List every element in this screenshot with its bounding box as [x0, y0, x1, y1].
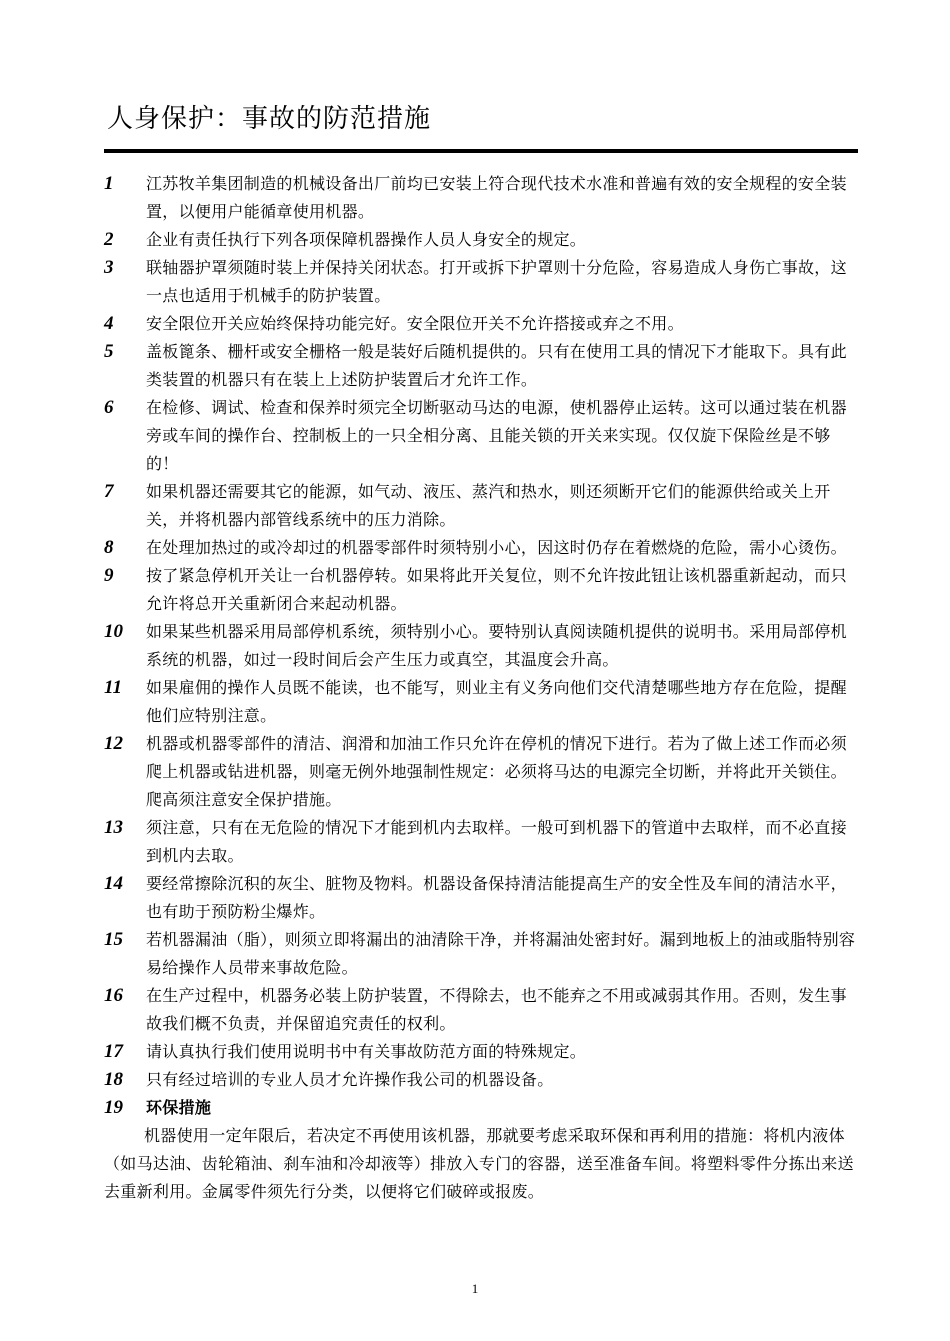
item-text: 在检修、调试、检查和保养时须完全切断驱动马达的电源，使机器停止运转。这可以通过装在机器旁或车间的操作台、控制板上的一只全相分离、且能关锁的开关来实现。仅仅旋下保险丝是不够的！ [146, 398, 847, 473]
item-text: 如果某些机器采用局部停机系统，须特别小心。要特别认真阅读随机提供的说明书。采用局部停机系统的机器，如过一段时间后会产生压力或真空，其温度会升高。 [146, 622, 847, 669]
list-item [104, 226, 860, 254]
item-text: 按了紧急停机开关让一台机器停转。如果将此开关复位，则不允许按此钮让该机器重新起动，而只允许将总开关重新闭合来起动机器。 [146, 566, 847, 613]
item-text: 如果机器还需要其它的能源，如气动、液压、蒸汽和热水，则还须断开它们的能源供给或关上开关，并将机器内部管线系统中的压力消除。 [146, 482, 831, 529]
list-item [104, 338, 860, 394]
item-number: 5 [104, 341, 114, 362]
item-number: 4 [104, 313, 114, 334]
item-text: 如果雇佣的操作人员既不能读，也不能写，则业主有义务向他们交代清楚哪些地方存在危险，提醒他们应特别注意。 [146, 678, 847, 725]
list-item [104, 562, 860, 618]
section-heading: 环保措施 [146, 1098, 212, 1117]
safety-rules-list [0, 170, 950, 1206]
item-number: 3 [104, 257, 114, 278]
item-number: 6 [104, 397, 114, 418]
item-text: 联轴器护罩须随时装上并保持关闭状态。打开或拆下护罩则十分危险，容易造成人身伤亡事故，这一点也适用于机械手的防护装置。 [146, 258, 847, 305]
list-item [104, 730, 860, 814]
item-text: 在生产过程中，机器务必装上防护装置，不得除去，也不能弃之不用或减弱其作用。否则，发生事故我们概不负责，并保留追究责任的权利。 [146, 986, 847, 1033]
environment-paragraph: 机器使用一定年限后，若决定不再使用该机器，那就要考虑采取环保和再利用的措施：将机内液体（如马达油、齿轮箱油、刹车油和冷却液等）排放入专门的容器，送至准备车间。将塑料零件分拣出来送去重新利用。金属零件须先行分类，以便将它们破碎或报废。 [104, 1126, 854, 1201]
title-divider [104, 149, 858, 153]
item-text: 机器或机器零部件的清洁、润滑和加油工作只允许在停机的情况下进行。若为了做上述工作而必须爬上机器或钻进机器，则毫无例外地强制性规定：必须将马达的电源完全切断，并将此开关锁住。爬高须注意安全保护措施。 [146, 734, 847, 809]
list-item [104, 310, 860, 338]
page-number: 1 [471, 1281, 479, 1296]
item-number: 17 [104, 1041, 123, 1062]
item-number: 14 [104, 873, 123, 894]
item-text: 在处理加热过的或冷却过的机器零部件时须特别小心，因这时仍存在着燃烧的危险，需小心烫伤。 [146, 538, 847, 557]
item-text: 江苏牧羊集团制造的机械设备出厂前均已安装上符合现代技术水准和普遍有效的安全规程的安全装置，以便用户能循章使用机器。 [146, 174, 847, 221]
item-number: 1 [104, 173, 114, 194]
item-text: 若机器漏油（脂），则须立即将漏出的油清除干净，并将漏油处密封好。漏到地板上的油或脂特别容易给操作人员带来事故危险。 [146, 930, 856, 977]
page-title: 人身保护：事故的防范措施 [107, 104, 432, 134]
item-number: 12 [104, 733, 123, 754]
list-item [104, 534, 860, 562]
list-item [104, 170, 860, 226]
list-item [104, 982, 860, 1038]
item-number: 11 [104, 677, 122, 698]
list-item [104, 674, 860, 730]
item-number: 10 [104, 621, 123, 642]
item-text: 安全限位开关应始终保持功能完好。安全限位开关不允许搭接或弃之不用。 [146, 314, 684, 333]
item-number: 2 [104, 229, 114, 250]
list-item [104, 870, 860, 926]
item-text: 只有经过培训的专业人员才允许操作我公司的机器设备。 [146, 1070, 554, 1089]
item-number: 19 [104, 1097, 123, 1118]
item-text: 请认真执行我们使用说明书中有关事故防范方面的特殊规定。 [146, 1042, 587, 1061]
list-item [104, 618, 860, 674]
list-item [104, 1066, 860, 1094]
item-number: 15 [104, 929, 123, 950]
item-number: 13 [104, 817, 123, 838]
list-item [104, 478, 860, 534]
list-item [104, 814, 860, 870]
item-text: 要经常擦除沉积的灰尘、脏物及物料。机器设备保持清洁能提高生产的安全性及车间的清洁水平，也有助于预防粉尘爆炸。 [146, 874, 847, 921]
list-item [104, 1038, 860, 1066]
item-number: 16 [104, 985, 123, 1006]
environment-heading-item [104, 1094, 860, 1122]
item-text: 盖板篦条、栅杆或安全栅格一般是装好后随机提供的。只有在使用工具的情况下才能取下。具有此类装置的机器只有在装上上述防护装置后才允许工作。 [146, 342, 847, 389]
item-number: 9 [104, 565, 114, 586]
list-item [104, 254, 860, 310]
item-number: 7 [104, 481, 114, 502]
item-text: 须注意，只有在无危险的情况下才能到机内去取样。一般可到机器下的管道中去取样，而不必直接到机内去取。 [146, 818, 847, 865]
item-text: 企业有责任执行下列各项保障机器操作人员人身安全的规定。 [146, 230, 587, 249]
item-number: 18 [104, 1069, 123, 1090]
item-number: 8 [104, 537, 114, 558]
list-item [104, 926, 860, 982]
list-item [104, 394, 860, 478]
